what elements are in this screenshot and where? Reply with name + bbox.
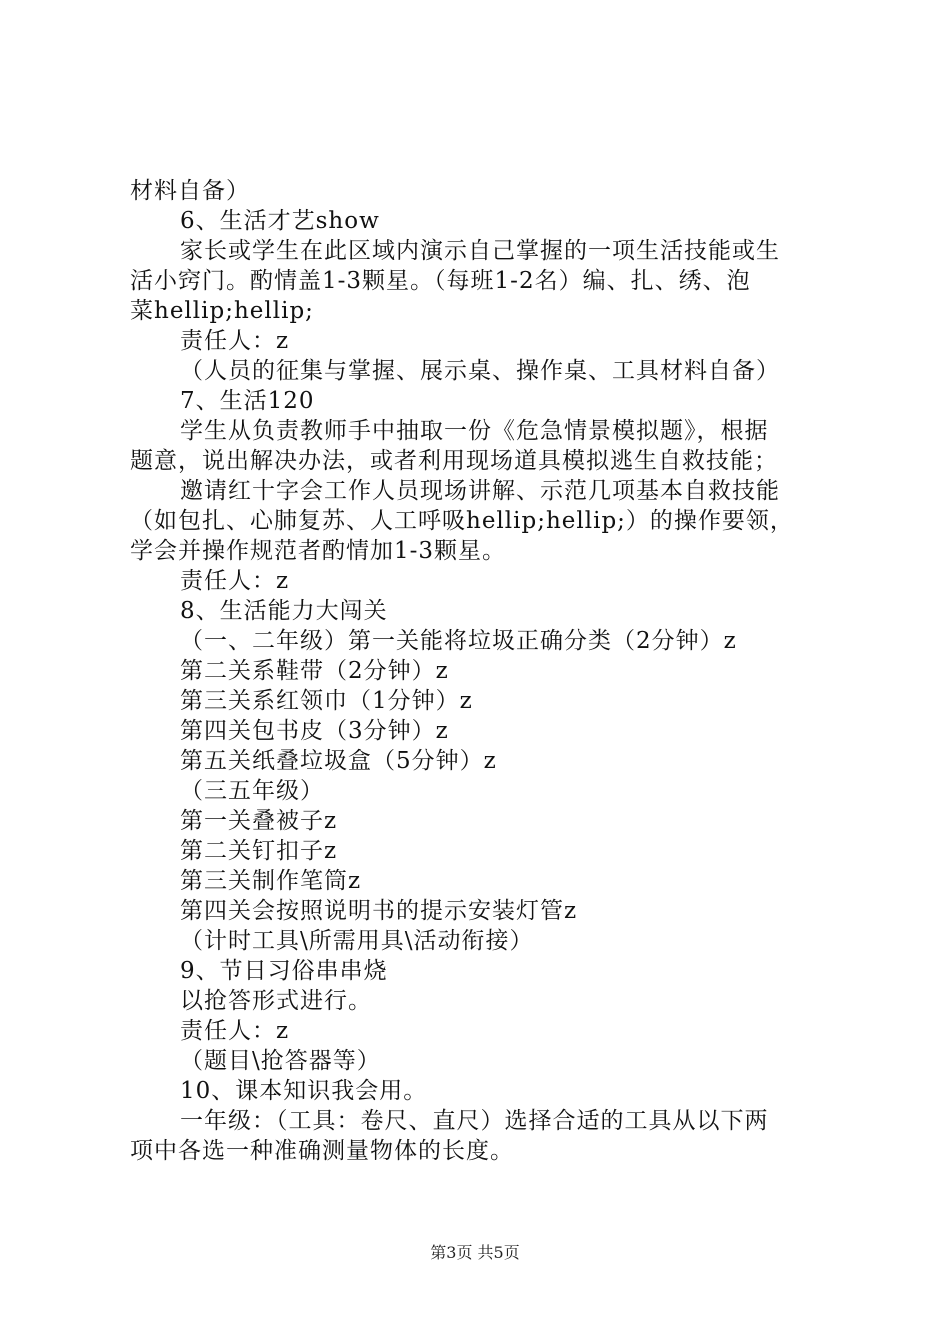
text-line: 第三关制作笔筒z [180,868,362,894]
text-line: 责任人：z [180,568,290,594]
text-line: （三五年级） [180,778,324,804]
text-line: （如包扎、心肺复苏、人工呼吸hellip;hellip;）的操作要领， [130,508,794,534]
text-line: （题目\抢答器等） [180,1048,381,1074]
text-line: 学生从负责教师手中抽取一份《危急情景模拟题》，根据 [180,418,769,444]
text-line: 活小窍门。酌情盖1-3颗星。（每班1-2名）编、扎、绣、泡 [130,268,751,294]
text-line: 第一关叠被子z [180,808,338,834]
document-body [130,176,850,1166]
text-line: 邀请红十字会工作人员现场讲解、示范几项基本自救技能 [180,478,780,504]
page-footer: 第3页 共5页 [430,1243,520,1262]
text-line: 10、课本知识我会用。 [180,1078,428,1104]
text-line: （人员的征集与掌握、展示桌、操作桌、工具材料自备） [180,358,780,384]
text-line: 学会并操作规范者酌情加1-3颗星。 [130,538,507,564]
text-line: 第四关包书皮（3分钟）z [180,718,449,744]
text-line: （计时工具\所需用具\活动衔接） [180,928,534,954]
text-line: 第三关系红领巾（1分钟）z [180,688,473,714]
text-line: 6、生活才艺show [180,208,380,234]
text-line: 责任人：z [180,1018,290,1044]
text-line: 材料自备） [130,178,250,204]
text-line: 第五关纸叠垃圾盒（5分钟）z [180,748,497,774]
text-line: 责任人：z [180,328,290,354]
text-line: 8、生活能力大闯关 [180,598,388,624]
text-line: 第四关会按照说明书的提示安装灯管z [180,898,578,924]
text-line: 以抢答形式进行。 [180,988,372,1014]
text-line: 题意，说出解决办法，或者利用现场道具模拟逃生自救技能； [130,448,778,474]
text-line: 一年级：（工具：卷尺、直尺）选择合适的工具从以下两 [180,1108,769,1134]
text-line: 项中各选一种准确测量物体的长度。 [130,1138,514,1164]
text-line: 菜hellip;hellip; [130,298,314,324]
text-line: 家长或学生在此区域内演示自己掌握的一项生活技能或生 [180,238,780,264]
text-line: 7、生活120 [180,388,315,414]
text-line: （一、二年级）第一关能将垃圾正确分类（2分钟）z [180,628,737,654]
text-line: 9、节日习俗串串烧 [180,958,388,984]
text-line: 第二关系鞋带（2分钟）z [180,658,449,684]
text-line: 第二关钉扣子z [180,838,338,864]
